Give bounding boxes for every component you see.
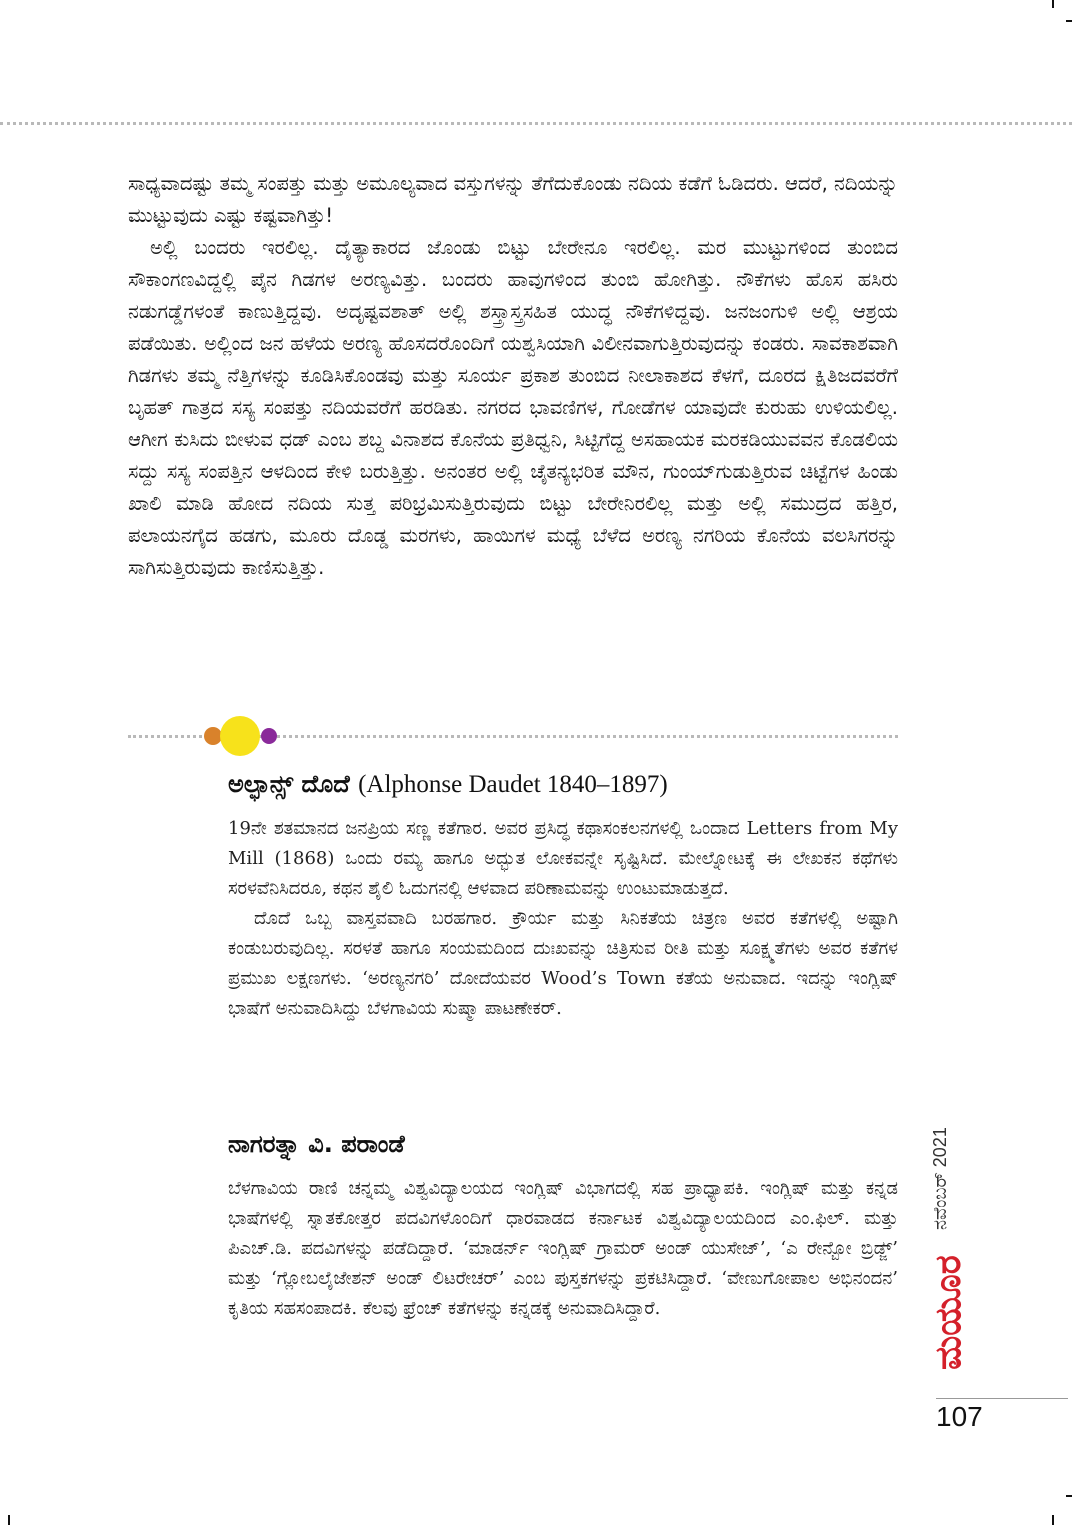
translator-bio	[228, 1174, 898, 1324]
author-bio	[228, 814, 898, 1024]
crop-mark	[1066, 20, 1072, 22]
author-bio-paragraph: ದೊದೆ ಒಬ್ಬ ವಾಸ್ತವವಾದಿ ಬರಹಗಾರ. ಕ್ರೌರ್ಯ ಮತ್ತು ಸಿನಿಕತೆಯ ಚಿತ್ರಣ ಅವರ ಕತೆಗಳಲ್ಲಿ ಅಷ್ಟಾಗಿ ಕಂಡುಬರುವುದಿಲ್ಲ. ಸರಳತೆ ಹಾಗೂ ಸಂಯಮದಿಂದ ದುಃಖವನ್ನು ಚಿತ್ರಿಸುವ ರೀತಿ ಮತ್ತು ಸೂಕ್ಷ್ಮತೆಗಳು ಅವರ ಕತೆಗಳ ಪ್ರಮುಖ ಲಕ್ಷಣಗಳು. ‘ಅರಣ್ಯನಗರಿ’ ದೋದೆಯವರ Wood’s Town ಕತೆಯ ಅನುವಾದ. ಇದನ್ನು ಇಂಗ್ಲಿಷ್ ಭಾಷೆಗೆ ಅನುವಾದಿಸಿದ್ದು ಬೆಳಗಾವಿಯ ಸುಷ್ಮಾ ಪಾಟಣೇಕರ್.	[228, 908, 898, 1019]
story-paragraph: ಅಲ್ಲಿ ಬಂದರು ಇರಲಿಲ್ಲ. ದೈತ್ಯಾಕಾರದ ಜೊಂಡು ಬಿಟ್ಟು ಬೇರೇನೂ ಇರಲಿಲ್ಲ. ಮರ ಮುಟ್ಟುಗಳಿಂದ ತುಂಬಿದ ಸೌಕಾಂಗಣವಿದ್ದಲ್ಲಿ ಪೈನ ಗಿಡಗಳ ಅರಣ್ಯವಿತ್ತು. ಬಂದರು ಹಾವುಗಳಿಂದ ತುಂಬಿ ಹೋಗಿತ್ತು. ನೌಕೆಗಳು ಹೊಸ ಹಸಿರು ನಡುಗಡ್ಡೆಗಳಂತೆ ಕಾಣುತ್ತಿದ್ದವು. ಅದೃಷ್ಟವಶಾತ್ ಅಲ್ಲಿ ಶಸ್ತ್ರಾಸ್ತ್ರಸಹಿತ ಯುದ್ಧ ನೌಕೆಗಳಿದ್ದವು. ಜನಜಂಗುಳಿ ಅಲ್ಲಿ ಆಶ್ರಯ ಪಡೆಯಿತು. ಅಲ್ಲಿಂದ ಜನ ಹಳೆಯ ಅರಣ್ಯ ಹೊಸದರೊಂದಿಗೆ ಯಶ್ವಸಿಯಾಗಿ ವಿಲೀನವಾಗುತ್ತಿರುವುದನ್ನು ಕಂಡರು. ಸಾವಕಾಶವಾಗಿ ಗಿಡಗಳು ತಮ್ಮ ನೆತ್ತಿಗಳನ್ನು ಕೂಡಿಸಿಕೊಂಡವು ಮತ್ತು ಸೂರ್ಯ ಪ್ರಕಾಶ ತುಂಬಿದ ನೀಲಾಕಾಶದ ಕೆಳಗೆ, ದೂರದ ಕ್ಷಿತಿಜದವರೆಗೆ ಬೃಹತ್ ಗಾತ್ರದ ಸಸ್ಯ ಸಂಪತ್ತು ನದಿಯವರೆಗೆ ಹರಡಿತು. ನಗರದ ಭಾವಣಿಗಳ, ಗೋಡೆಗಳ ಯಾವುದೇ ಕುರುಹು ಉಳಿಯಲಿಲ್ಲ. ಆಗೀಗ ಕುಸಿದು ಬೀಳುವ ಧಡ್ ಎಂಬ ಶಬ್ದ ವಿನಾಶದ ಕೊನೆಯ ಪ್ರತಿಧ್ವನಿ, ಸಿಟ್ಟಿಗೆದ್ದ ಅಸಹಾಯಕ ಮರಕಡಿಯುವವನ ಕೊಡಲಿಯ ಸದ್ದು ಸಸ್ಯ ಸಂಪತ್ತಿನ ಆಳದಿಂದ ಕೇಳಿ ಬರುತ್ತಿತ್ತು. ಅನಂತರ ಅಲ್ಲಿ ಚೈತನ್ಯಭರಿತ ಮೌನ, ಗುಂಯ್‌ಗುಡುತ್ತಿರುವ ಚಿಟ್ಟೆಗಳ ಹಿಂಡು ಖಾಲಿ ಮಾಡಿ ಹೋದ ನದಿಯ ಸುತ್ತ ಪರಿಭ್ರಮಿಸುತ್ತಿರುವುದು ಬಿಟ್ಟು ಬೇರೇನಿರಲಿಲ್ಲ ಮತ್ತು ಅಲ್ಲಿ ಸಮುದ್ರದ ಹತ್ತಿರ, ಪಲಾಯನಗೈದ ಹಡಗು, ಮೂರು ದೊಡ್ಡ ಮರಗಳು, ಹಾಯಿಗಳ ಮಧ್ಯೆ ಬೆಳೆದ ಅರಣ್ಯ ನಗರಿಯ ಕೊನೆಯ ವಲಸಿಗರನ್ನು ಸಾಗಿಸುತ್ತಿರುವುದು ಕಾಣಿಸುತ್ತಿತ್ತು.	[128, 236, 898, 579]
author-bio-paragraph: 19ನೇ ಶತಮಾನದ ಜನಪ್ರಿಯ ಸಣ್ಣ ಕತೆಗಾರ. ಅವರ ಪ್ರಸಿದ್ಧ ಕಥಾಸಂಕಲನಗಳಲ್ಲಿ ಒಂದಾದ Letters from My Mill (1868) ಒಂದು ರಮ್ಯ ಹಾಗೂ ಅದ್ಭುತ ಲೋಕವನ್ನೇ ಸೃಷ್ಟಿಸಿದೆ. ಮೇಲ್ನೋಟಕ್ಕೆ ಈ ಲೇಖಕನ ಕಥೆಗಳು ಸರಳವೆನಿಸಿದರೂ, ಕಥನ ಶೈಲಿ ಓದುಗನಲ್ಲಿ ಆಳವಾದ ಪರಿಣಾಮವನ್ನು ಉಂಟುಮಾಡುತ್ತದೆ.	[228, 818, 898, 899]
story-body	[128, 168, 898, 584]
crop-mark	[1052, 0, 1054, 8]
crop-mark	[1066, 1495, 1072, 1497]
magazine-logo: ಮಯೂರ	[928, 1255, 969, 1370]
author-heading	[228, 770, 668, 799]
crop-mark	[1052, 1515, 1054, 1525]
author-name-kannada: ಅಲ್ಫಾನ್ಸ್ ದೊದೆ	[228, 770, 350, 798]
issue-date: ನವೆಂಬರ್ 2021	[930, 1127, 950, 1230]
author-name-english: (Alphonse Daudet 1840–1897)	[358, 771, 668, 798]
crop-mark	[8, 1515, 10, 1525]
yellow-dot	[220, 716, 260, 756]
page-number: 107	[936, 1398, 1068, 1433]
story-paragraph: ಸಾಧ್ಯವಾದಷ್ಟು ತಮ್ಮ ಸಂಪತ್ತು ಮತ್ತು ಅಮೂಲ್ಯವಾದ ವಸ್ತುಗಳನ್ನು ತೆಗೆದುಕೊಂಡು ನದಿಯ ಕಡೆಗೆ ಓಡಿದರು. ಆದರೆ, ನದಿಯನ್ನು ಮುಟ್ಟುವುದು ಎಷ್ಟು ಕಷ್ಟವಾಗಿತ್ತು!	[128, 172, 898, 227]
top-dotted-rule	[0, 122, 1072, 125]
side-masthead	[930, 1080, 970, 1370]
section-divider	[128, 720, 898, 760]
translator-heading: ನಾಗರತ್ನಾ ವಿ. ಪರಾಂಡೆ	[228, 1130, 405, 1158]
purple-dot	[261, 728, 277, 744]
translator-bio-paragraph: ಬೆಳಗಾವಿಯ ರಾಣಿ ಚನ್ನಮ್ಮ ವಿಶ್ವವಿದ್ಯಾಲಯದ ಇಂಗ್ಲಿಷ್ ವಿಭಾಗದಲ್ಲಿ ಸಹ ಪ್ರಾಧ್ಯಾಪಕಿ. ಇಂಗ್ಲಿಷ್ ಮತ್ತು ಕನ್ನಡ ಭಾಷೆಗಳಲ್ಲಿ ಸ್ನಾತಕೋತ್ತರ ಪದವಿಗಳೊಂದಿಗೆ ಧಾರವಾಡದ ಕರ್ನಾಟಕ ವಿಶ್ವವಿದ್ಯಾಲಯದಿಂದ ಎಂ.ಫಿಲ್. ಮತ್ತು ಪಿಎಚ್.ಡಿ. ಪದವಿಗಳನ್ನು ಪಡೆದಿದ್ದಾರೆ. ‘ಮಾಡರ್ನ್ ಇಂಗ್ಲಿಷ್ ಗ್ರಾಮರ್ ಅಂಡ್ ಯುಸೇಜ್’, ‘ಎ ರೇನ್ಬೋ ಬ್ರಿಡ್ಜ್’ ಮತ್ತು ‘ಗ್ಲೋಬಲೈಜೇಶನ್ ಅಂಡ್ ಲಿಟರೇಚರ್’ ಎಂಬ ಪುಸ್ತಕಗಳನ್ನು ಪ್ರಕಟಿಸಿದ್ದಾರೆ. ‘ವೇಣುಗೋಪಾಲ ಅಭಿನಂದನ’ ಕೃತಿಯ ಸಹಸಂಪಾದಕಿ. ಕೆಲವು ಫ್ರೆಂಚ್ ಕತೆಗಳನ್ನು ಕನ್ನಡಕ್ಕೆ ಅನುವಾದಿಸಿದ್ದಾರೆ.	[228, 1178, 898, 1319]
